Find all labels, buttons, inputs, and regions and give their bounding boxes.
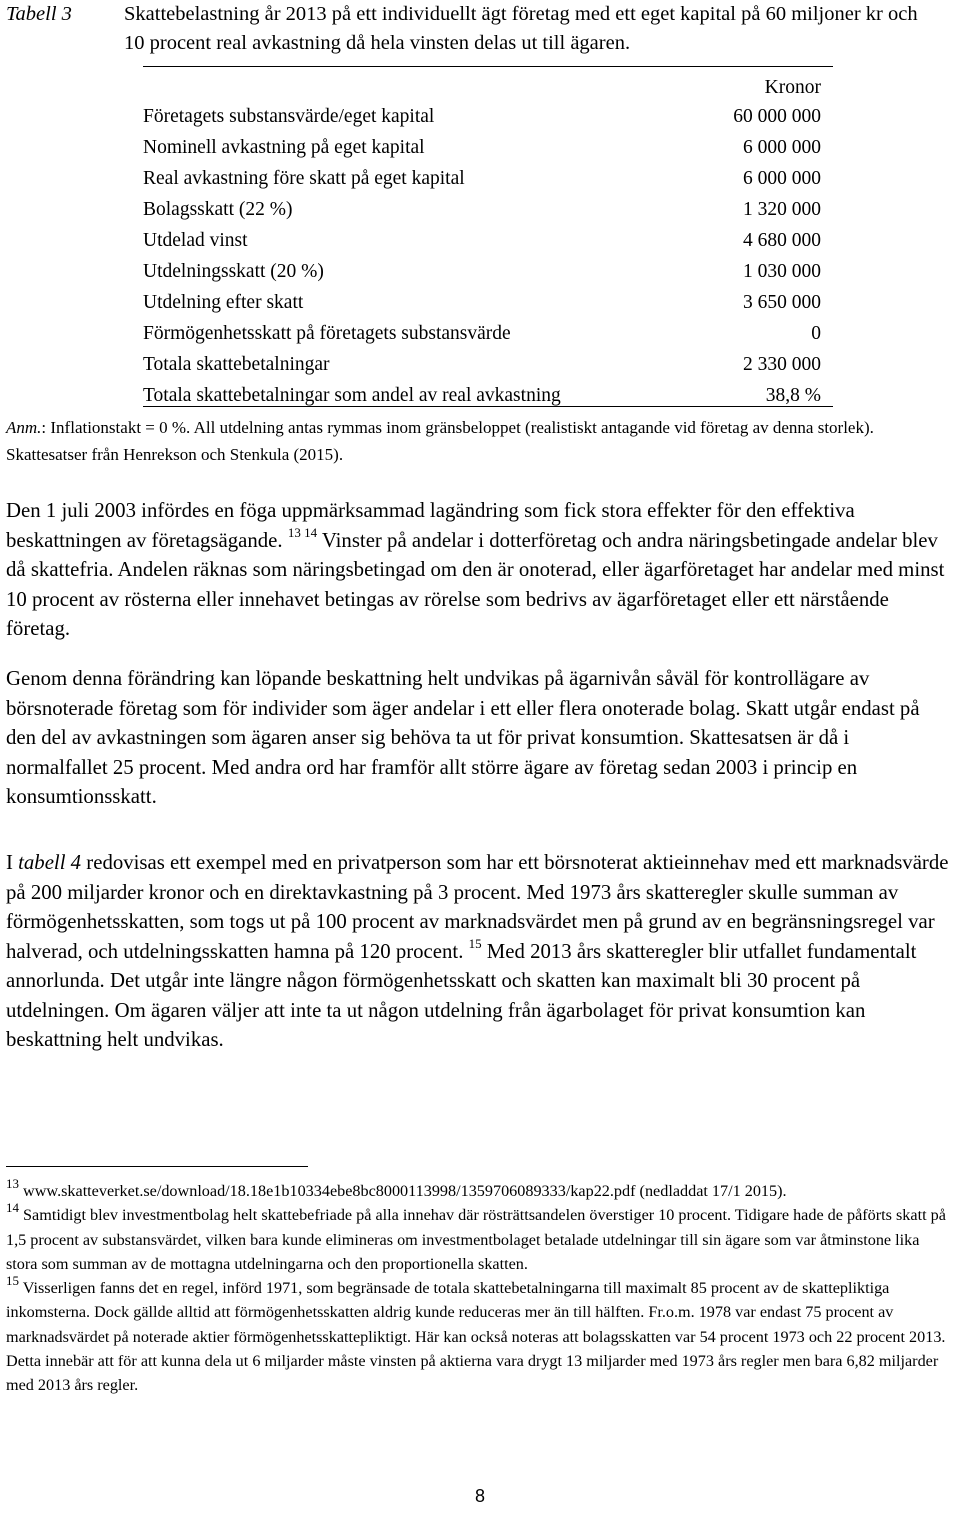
table-note-text: : Inflationstakt = 0 %. All utdelning antas rymmas inom gränsbeloppet (realistiskt antagande vid företag av denna storlek). Skattesatser från Henrekson och Stenkula (2015). bbox=[6, 418, 874, 464]
table-4-reference: tabell 4 bbox=[18, 851, 82, 874]
table-row bbox=[143, 196, 833, 227]
footnote-number: 15 bbox=[6, 1272, 19, 1288]
row-label: Nominell avkastning på eget kapital bbox=[143, 137, 425, 158]
table-bottom-rule bbox=[143, 406, 833, 407]
body-paragraph-3 bbox=[6, 848, 951, 1055]
row-label: Utdelad vinst bbox=[143, 230, 248, 251]
footnote-14 bbox=[6, 1199, 951, 1276]
page-number: 8 bbox=[474, 1486, 485, 1506]
paragraph-1-text-b: Vinster på andelar i dotterföretag och andra näringsbetingade andelar blev då skattefria. Andelen räknas som näringsbetingad om den är onoterad, eller ägarföretaget har andelar med minst 10 procent av rösterna eller innehavet betingas av rörelse som bedrivs av ägarföretaget eller ett närstående företag. bbox=[6, 528, 945, 640]
table-row bbox=[143, 165, 833, 196]
row-value: 1 030 000 bbox=[743, 261, 821, 282]
paragraph-3-text-a: I bbox=[6, 851, 19, 874]
footnote-separator bbox=[6, 1166, 308, 1167]
paragraph-3-text-c: Med 2013 års skatteregler blir utfallet fundamentalt annorlunda. Det utgår inte längre någon förmögenhetsskatt och skatten kan maximalt bli 30 procent på utdelningen. Om ägaren väljer att inte ta ut någon utdelning från ägarbolaget för privat konsumtion kan beskattning helt undvikas. bbox=[6, 939, 917, 1051]
footnote-ref-13-14[interactable]: 13 14 bbox=[287, 524, 318, 540]
table-caption-label: Tabell 3 bbox=[6, 3, 72, 25]
table-row bbox=[143, 227, 833, 258]
row-label: Förmögenhetsskatt på företagets substansvärde bbox=[143, 323, 511, 344]
footnotes bbox=[6, 1175, 951, 1398]
footnote-text: Samtidigt blev investmentbolag helt skattebefriade på alla innehav där rösträttsandelen överstiger 10 procent. Tidigare hade de påförts skatt på 1,5 procent av substansvärdet, vilken bara kunde elimineras om investmentbolaget betalade utdelningar till sin ägare som var åtminstone lika stora som summan av de mottagna utdelningarna och den proportionella skatten. bbox=[6, 1206, 946, 1273]
table-row bbox=[143, 320, 833, 351]
body-paragraph-1 bbox=[6, 496, 951, 644]
table-top-rule bbox=[143, 66, 833, 67]
table-row bbox=[143, 382, 833, 413]
row-label: Utdelning efter skatt bbox=[143, 292, 304, 313]
footnote-13 bbox=[6, 1175, 951, 1203]
row-value: 0 bbox=[811, 323, 821, 344]
row-value: 60 000 000 bbox=[733, 106, 821, 127]
table-row bbox=[143, 351, 833, 382]
row-value: 6 000 000 bbox=[743, 168, 821, 189]
table-row bbox=[143, 103, 833, 134]
row-label: Utdelningsskatt (20 %) bbox=[143, 261, 324, 282]
table-caption-text: Skattebelastning år 2013 på ett individuellt ägt företag med ett eget kapital på 60 miljoner kr och 10 procent real avkastning då hela vinsten delas ut till ägaren. bbox=[124, 3, 918, 54]
table-note-label: Anm. bbox=[6, 418, 42, 437]
table-row bbox=[143, 134, 833, 165]
footnote-number: 14 bbox=[6, 1199, 19, 1215]
table-row bbox=[143, 258, 833, 289]
row-label: Totala skattebetalningar som andel av real avkastning bbox=[143, 385, 561, 406]
row-value: 3 650 000 bbox=[743, 292, 821, 313]
paragraph-3-text-b: redovisas ett exempel med en privatperson som har ett börsnoterat aktieinnehav med ett marknadsvärde på 200 miljarder kronor och en direktavkastning på 3 procent. Med 1973 års skatteregler skulle summan av förmögenhetsskatten, som togs ut på 100 procent av marknadsvärdet men på grund av en begränsningsregel var halverad, och utdelningsskatten hamna på 120 procent. bbox=[6, 851, 949, 963]
row-value: 2 330 000 bbox=[743, 354, 821, 375]
footnote-text: www.skatteverket.se/download/18.18e1b10334ebe8bc8000113998/1359706089333/kap22.pdf (nedladdat 17/1 2015). bbox=[23, 1182, 787, 1200]
row-value: 4 680 000 bbox=[743, 230, 821, 251]
row-label: Bolagsskatt (22 %) bbox=[143, 199, 293, 220]
footnote-text: Visserligen fanns det en regel, införd 1971, som begränsade de totala skattebetalningarna till maximalt 85 procent av de skattepliktiga inkomsterna. Dock gällde alltid att förmögenhetsskatten aldrig kunde reduceras mer än till hälften. Fr.o.m. 1978 var endast 75 procent av marknadsvärdet på noterade aktier förmögenhetsskattepliktigt. Här kan också noteras att bolagsskatten var 54 procent 1973 och 22 procent 2013. Detta innebär att för att kunna dela ut 6 miljarder måste vinsten på aktierna vara drygt 13 miljarder med 1973 års regler men bara 6,82 miljarder med 2013 års regler. bbox=[6, 1279, 946, 1395]
table-body bbox=[143, 103, 833, 413]
row-value: 38,8 % bbox=[765, 385, 821, 406]
row-value: 6 000 000 bbox=[743, 137, 821, 158]
table-row bbox=[143, 289, 833, 320]
footnote-ref-15[interactable]: 15 bbox=[468, 935, 482, 951]
row-label: Företagets substansvärde/eget kapital bbox=[143, 106, 435, 127]
row-label: Real avkastning före skatt på eget kapital bbox=[143, 168, 465, 189]
table-unit-header: Kronor bbox=[764, 77, 821, 98]
row-label: Totala skattebetalningar bbox=[143, 354, 330, 375]
paragraph-1-text-a: Den 1 juli 2003 infördes en föga uppmärksammad lagändring som fick stora effekter för den effektiva beskattningen av företagsägande. bbox=[6, 499, 855, 552]
table-note bbox=[6, 414, 951, 468]
footnote-15 bbox=[6, 1272, 951, 1397]
footnote-number: 13 bbox=[6, 1175, 19, 1191]
body-paragraph-2: Genom denna förändring kan löpande beskattning helt undvikas på ägarnivån såväl för kontrollägare av börsnoterade företag som för individer som äger andelar i ett eller flera onoterade bolag. Skatt utgår endast på den del av avkastningen som ägaren anser sig behöva ta ut för privat konsumtion. Skattesatsen är då i normalfallet 25 procent. Med andra ord har framför allt större ägare av företag sedan 2003 i princip en konsumtionsskatt. bbox=[6, 667, 920, 808]
row-value: 1 320 000 bbox=[743, 199, 821, 220]
